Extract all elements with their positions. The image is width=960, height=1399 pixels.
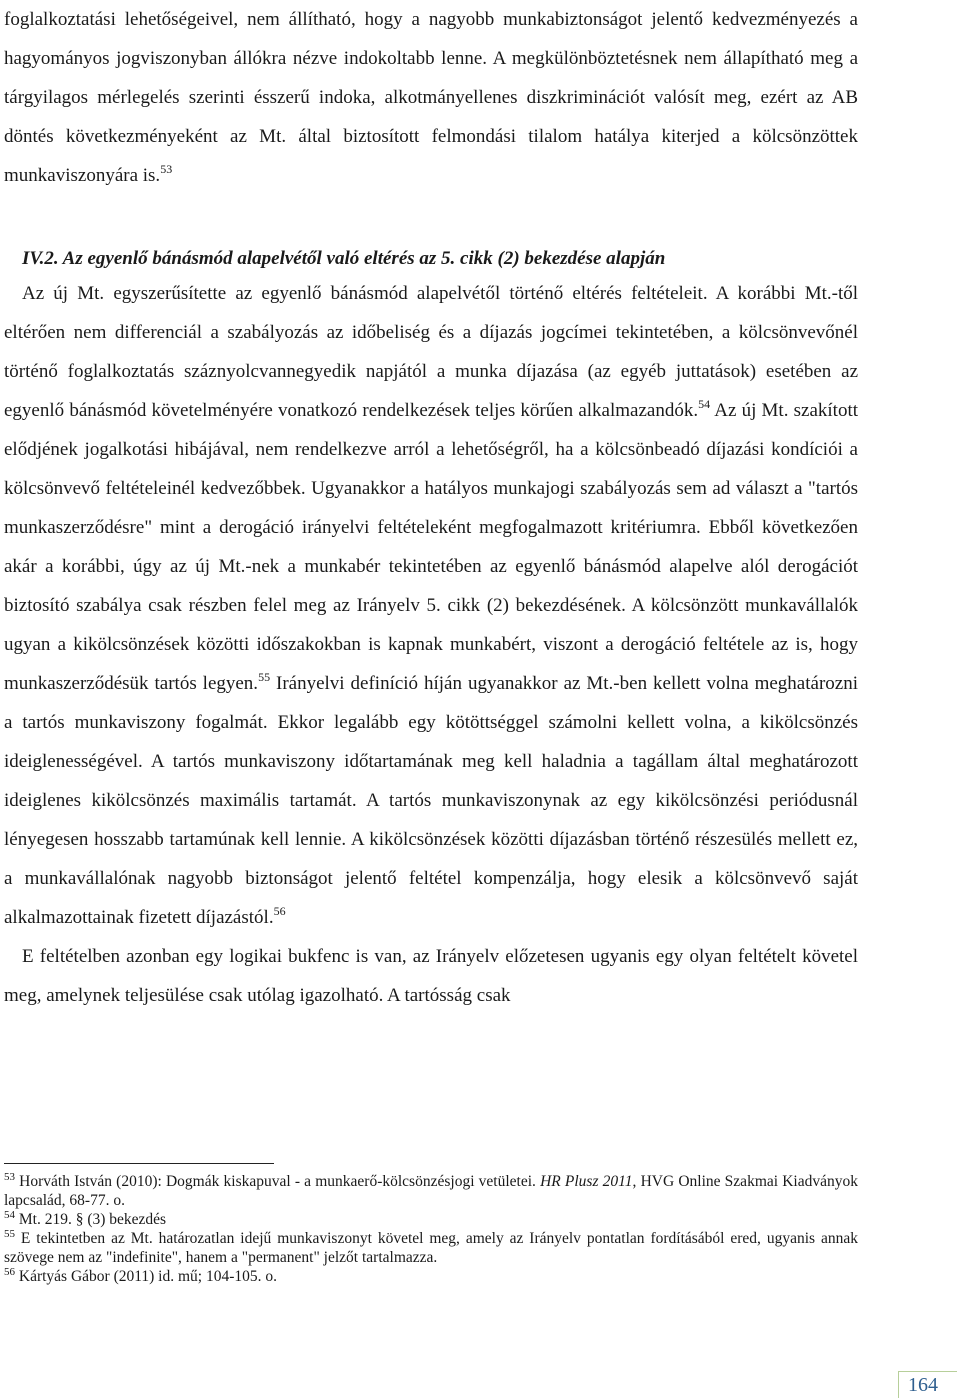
footnote-53-number: 53	[4, 1171, 15, 1183]
footnote-56-number: 56	[4, 1266, 15, 1278]
footnote-55	[4, 1229, 858, 1267]
paragraph-1-text: foglalkoztatási lehetőségeivel, nem állítható, hogy a nagyobb munkabiztonságot jelentő kedvezményezés a hagyományos jogviszonyban állókra nézve indokoltabb lenne. A megkülönböztetésnek nem állapítható meg a tárgyilagos mérlegelés szerinti ésszerű indoka, alkotmányellenes diszkriminációt valósít meg, ezért az AB döntés következményeként az Mt. által biztosított felmondási tilalom hatálya kiterjed a kölcsönzöttek munkaviszonyára is.	[4, 9, 858, 186]
footnote-ref-56[interactable]: 56	[273, 904, 286, 918]
footnotes	[4, 1172, 858, 1286]
page-number: 164	[908, 1374, 938, 1396]
footnote-ref-53[interactable]: 53	[160, 162, 173, 176]
footnote-56-text: Kártyás Gábor (2011) id. mű; 104-105. o.	[18, 1268, 278, 1285]
paragraph-2-sentence-2: Az új Mt. szakított elődjének jogalkotási hibájával, nem rendelkezve arról a lehetőségről, ha a kölcsönbeadó díjazási kondíciói a kölcsönvevő feltételeinél kedvezőbbek. Ugyanakkor a hatályos munkajogi szabályozás sem ad választ a "tartós munkaszerződésre" mint a derogáció irányelvi feltételeként megfogalmazott kritériumra. Ebből következően akár a korábbi, úgy az új Mt.-nek a munkabér tekintetében az egyenlő bánásmód alapelve alól derogációt biztosító szabálya csak részben felel meg az Irányelv 5. cikk (2) bekezdésének. A kölcsönzött munkavállalók ugyan a kikölcsönzések közötti időszakokban is kapnak munkabért, viszont a derogáció feltétele az is, hogy munkaszerződésük tartós legyen.	[4, 400, 858, 694]
footnote-54-text: Mt. 219. § (3) bekezdés	[18, 1211, 167, 1228]
paragraph-1	[4, 0, 858, 195]
footnote-separator	[4, 1163, 274, 1164]
section-number: IV.2.	[22, 248, 59, 269]
footnote-53-text-b: , HVG Online Szakmai Kiadványok lapcsalád, 68-77. o.	[4, 1173, 858, 1209]
footnote-56	[4, 1267, 858, 1286]
section-title: Az egyenlő bánásmód alapelvétől való eltérés az 5. cikk (2) bekezdése alapján	[62, 248, 666, 269]
section-heading	[4, 195, 858, 274]
footnote-ref-54[interactable]: 54	[698, 397, 711, 411]
footnote-55-text: E tekintetben az Mt. határozatlan idejű munkaviszonyt követel meg, amely az Irányelv pontatlan fordításából ered, ugyanis annak szövege nem az "indefinite", hanem a "permanent" jelzőt tartalmazza.	[4, 1230, 858, 1266]
footnote-55-number: 55	[4, 1228, 15, 1240]
footnote-53-italic: HR Plusz 2011	[540, 1173, 633, 1190]
paragraph-2-sentence-1: Az új Mt. egyszerűsítette az egyenlő bánásmód alapelvétől történő eltérés feltételeit. A korábbi Mt.-től eltérően nem differenciál a szabályozás az időbeliség és a díjazás jogcímei tekintetében, a kölcsönvevőnél történő foglalkoztatás száznyolcvannegyedik napjától a munka díjazása (az egyéb juttatások) esetében az egyenlő bánásmód követelményére vonatkozó rendelkezések teljes körűen alkalmazandók.	[4, 283, 858, 421]
body-text	[4, 0, 858, 1015]
paragraph-3: E feltételben azonban egy logikai bukfenc is van, az Irányelv előzetesen ugyanis egy olyan feltételt követel meg, amelynek teljesülése csak utólag igazolható. A tartósság csak	[4, 946, 858, 1006]
footnote-54-number: 54	[4, 1209, 15, 1221]
paragraph-2-sentence-3: Irányelvi definíció híján ugyanakkor az Mt.-ben kellett volna meghatározni a tartós munkaviszony fogalmát. Ekkor legalább egy kötöttséggel számolni kellett volna, a kikölcsönzés ideiglenességével. A tartós munkaviszony időtartamának meg kell haladnia a tagállam által meghatározott ideiglenes kikölcsönzés maximális tartamát. A tartós munkaviszonynak az egy kikölcsönzési periódusnál lényegesen hosszabb tartamúnak kell lennie. A kikölcsönzések közötti díjazásban történő részesülés mellett ez, a munkavállalónak nagyobb biztonságot jelentő feltétel kompenzálja, hogy elesik a kölcsönvevő saját alkalmazottainak fizetett díjazástól.	[4, 673, 858, 928]
footnote-54	[4, 1210, 858, 1229]
footnote-53-text-a: Horváth István (2010): Dogmák kiskapuval - a munkaerő-kölcsönzésjogi vetületei.	[19, 1173, 541, 1190]
paragraph-2	[4, 274, 858, 937]
footnote-53	[4, 1172, 858, 1210]
footnote-ref-55[interactable]: 55	[258, 670, 271, 684]
